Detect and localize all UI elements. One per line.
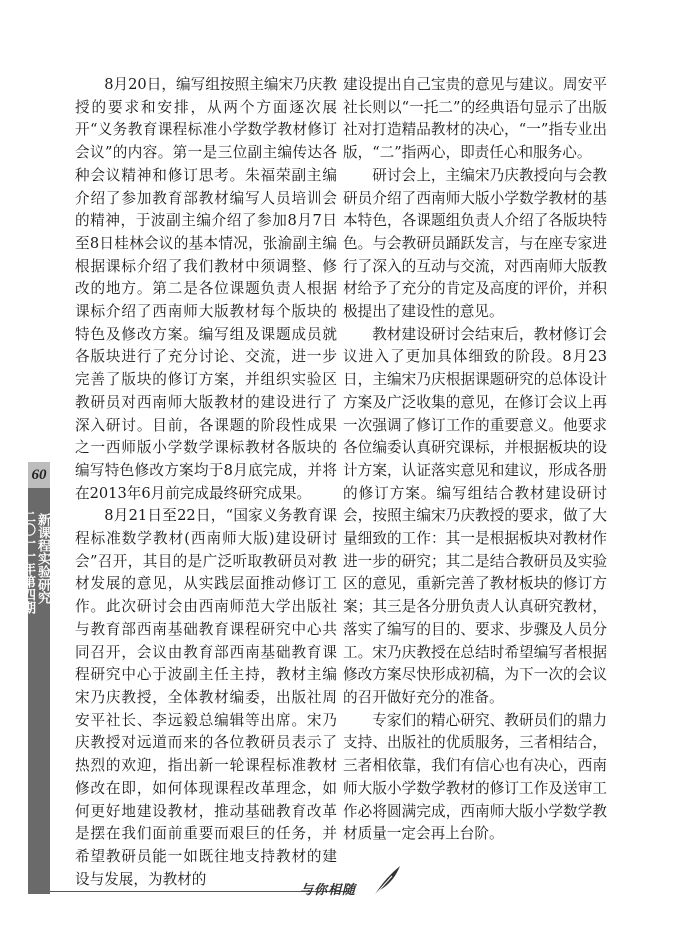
journal-name: 新课程实验研究	[35, 512, 50, 604]
paragraph: 教材建设研讨会结束后，教材修订会议进入了更加具体细致的阶段。8月23日，主编宋乃庆根据课题研究的总体设计方案及广泛收集的意见，在修订会议上再一次强调了修订工作的重要意义。他要求各位编委认真研究课标，并根据板块的设计方案，认证落实意见和建议，形成各册的修订方案。编写组结合教材建设研讨会，按照主编宋乃庆教授的要求，做了大量细致的工作：其一是根据板块对教材作进一步的研究；其二是结合教研员及实验区的意见，重新完善了教材板块的修订方案；其三是各分册负责人认真研究教材，落实了编写的目的、要求、步骤及人员分工。宋乃庆教授在总结时希望编写者根据修改方案尽快形成初稿，为下一次的会议的召开做好充分的准备。	[343, 325, 607, 706]
right-column	[343, 74, 607, 846]
paragraph: 8月20日，编写组按照主编宋乃庆教授的要求和安排，从两个方面逐次展开“义务教育课程标准小学数学教材修订会议”的内容。第一是三位副主编传达各种会议精神和修订思考。朱福荣副主编介绍了参加教育部教材编写人员培训会的精神，于波副主编介绍了参加8月7日至8日桂林会议的基本情况，张渝副主编根据课标介绍了我们教材中须调整、修改的地方。第二是各位课题负责人根据课标介绍了西南师大版教材每个版块的特色及修改方案。编写组及课题成员就各版块进行了充分讨论、交流，进一步完善了版块的修订方案，并组织实验区教研员对西南师大版教材的建设进行了深入研讨。目前，各课题的阶段性成果之一西师版小学数学课标教材各版块的编写特色修改方案均于8月底完成，并将在2013年6月前完成最终研究成果。	[75, 76, 337, 502]
left-column	[75, 74, 337, 891]
journal-issue: 二〇一一年第四期	[20, 510, 35, 614]
paragraph: 研讨会上，主编宋乃庆教授向与会教研员介绍了西南师大版小学数学教材的基本特色，各课题组负责人介绍了各版块特色。与会教研员踊跃发言，与在座专家进行了深入的互动与交流，对西南师大版教材给予了充分的肯定及高度的评价，并积极提出了建设性的意见。	[343, 166, 607, 321]
feather-pen-icon	[370, 864, 404, 898]
paragraph: 8月21日至22日，“国家义务教育课程标准数学教材(西南师大版)建设研讨会”召开，其目的是广泛听取教研员对教材发展的意见，从实践层面推动修订工作。此次研讨会由西南师范大学出版社与教育部西南基础教育课程研究中心共同召开，会议由教育部西南基础教育课程研究中心于波副主任主持，教材主编宋乃庆教授，全体教材编委，出版社周安平社长、李远毅总编辑等出席。宋乃庆教授对远道而来的各位教研员表示了热烈的欢迎，指出新一轮课程标准教材修改在即，如何体现课程改革理念，如何更好地建设教材，推动基础教育改革是摆在我们面前重要而艰巨的任务，并希望教研员能一如既往地支持教材的建设与发展，为教材的	[75, 507, 337, 888]
paragraph: 建设提出自己宝贵的意见与建议。周安平社长则以“一托二”的经典语句显示了出版社对打造精品教材的决心，“一”指专业出版，“二”指两心，即责任心和服务心。	[343, 76, 607, 162]
page-number: 60	[28, 462, 50, 488]
paragraph: 专家们的精心研究、教研员们的鼎力支持、出版社的优质服务，三者相结合，三者相依靠，我们有信心也有决心，西南师大版小学数学教材的修订工作及送审工作必将圆满完成，西南师大版小学数学教材质量一定会再上台阶。	[343, 711, 607, 843]
journal-sidebar	[20, 462, 50, 894]
journal-title	[20, 502, 50, 614]
footer-label: 与你相随	[300, 883, 357, 898]
